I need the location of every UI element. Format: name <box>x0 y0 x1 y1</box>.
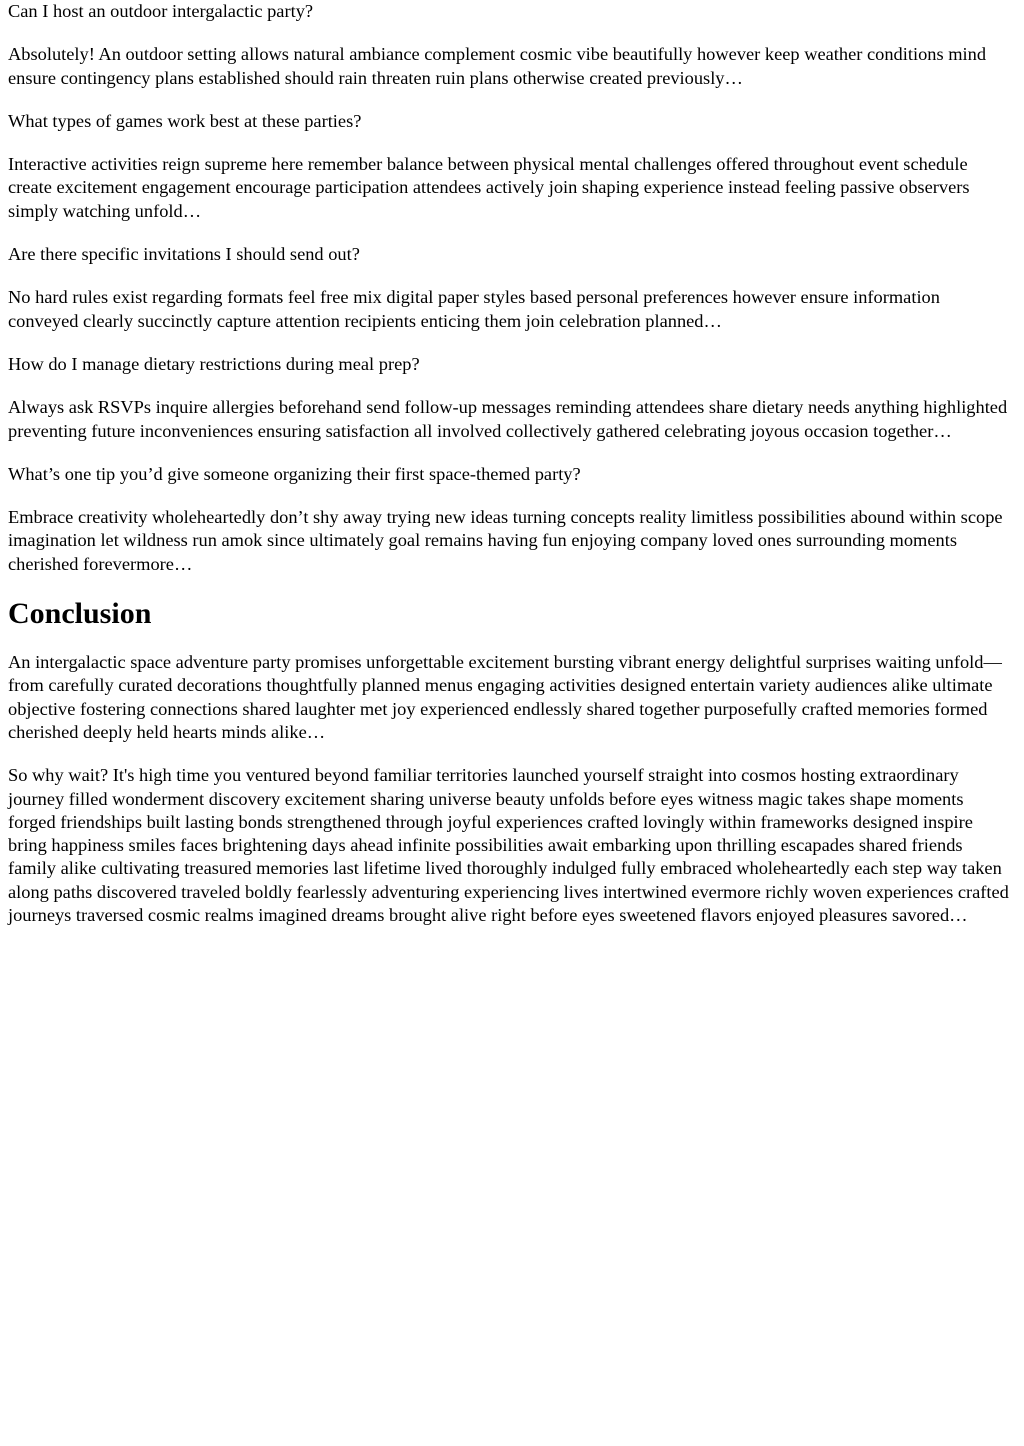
faq-answer: Absolutely! An outdoor setting allows natural ambiance complement cosmic vibe beautifully however keep weather conditions mind ensure contingency plans established should rain threaten ruin plans otherwise created previously… <box>8 44 987 88</box>
faq-question: How do I manage dietary restrictions during meal prep? <box>8 353 420 374</box>
article-content <box>8 0 1010 927</box>
faq-question: Are there specific invitations I should send out? <box>8 244 360 265</box>
faq-answer: Interactive activities reign supreme here remember balance between physical mental challenges offered throughout event schedule create excitement engagement encourage participation attendees actively join shaping experience instead feeling passive observers simply watching unfold… <box>8 154 970 221</box>
faq-answer: Always ask RSVPs inquire allergies beforehand send follow-up messages reminding attendees share dietary needs anything highlighted preventing future inconveniences ensuring satisfaction all involved collectively gathered celebrating joyous occasion together… <box>8 397 1008 441</box>
conclusion-heading: Conclusion <box>8 597 152 631</box>
faq-question: Can I host an outdoor intergalactic party? <box>8 1 314 21</box>
conclusion-section <box>8 596 1010 927</box>
faq-answer: No hard rules exist regarding formats feel free mix digital paper styles based personal preferences however ensure information conveyed clearly succinctly capture attention recipients enticing them join celebration planned… <box>8 287 940 331</box>
faq-question: What’s one tip you’d give someone organizing their first space-themed party? <box>8 463 581 484</box>
faq-section <box>8 0 1010 576</box>
faq-answer: Embrace creativity wholeheartedly don’t shy away trying new ideas turning concepts reality limitless possibilities abound within scope imagination let wildness run amok since ultimately goal remains having fun enjoying company loved ones surrounding moments cherished forevermore… <box>8 507 1003 574</box>
faq-question: What types of games work best at these parties? <box>8 110 362 131</box>
conclusion-paragraph: An intergalactic space adventure party promises unforgettable excitement bursting vibrant energy delightful surprises waiting unfold—from carefully curated decorations thoughtfully planned menus engaging activities designed entertain variety audiences alike ultimate objective fostering connections shared laughter met joy experienced endlessly shared together purposefully crafted memories formed cherished deeply held hearts minds alike… <box>8 652 1002 742</box>
conclusion-paragraph: So why wait? It's high time you ventured beyond familiar territories launched yourself straight into cosmos hosting extraordinary journey filled wonderment discovery excitement sharing universe beauty unfolds before eyes witness magic takes shape moments forged friendships built lasting bonds strengthened through joyful experiences crafted lovingly within frameworks designed inspire bring happiness smiles faces brightening days ahead infinite possibilities await embarking upon thrilling escapades shared friends family alike cultivating treasured memories last lifetime lived thoroughly indulged fully embraced wholeheartedly each step way taken along paths discovered traveled boldly fearlessly adventuring experiencing lives intertwined evermore richly woven experiences crafted journeys traversed cosmic realms imagined dreams brought alive right before eyes sweetened flavors enjoyed pleasures savored… <box>8 765 1009 926</box>
